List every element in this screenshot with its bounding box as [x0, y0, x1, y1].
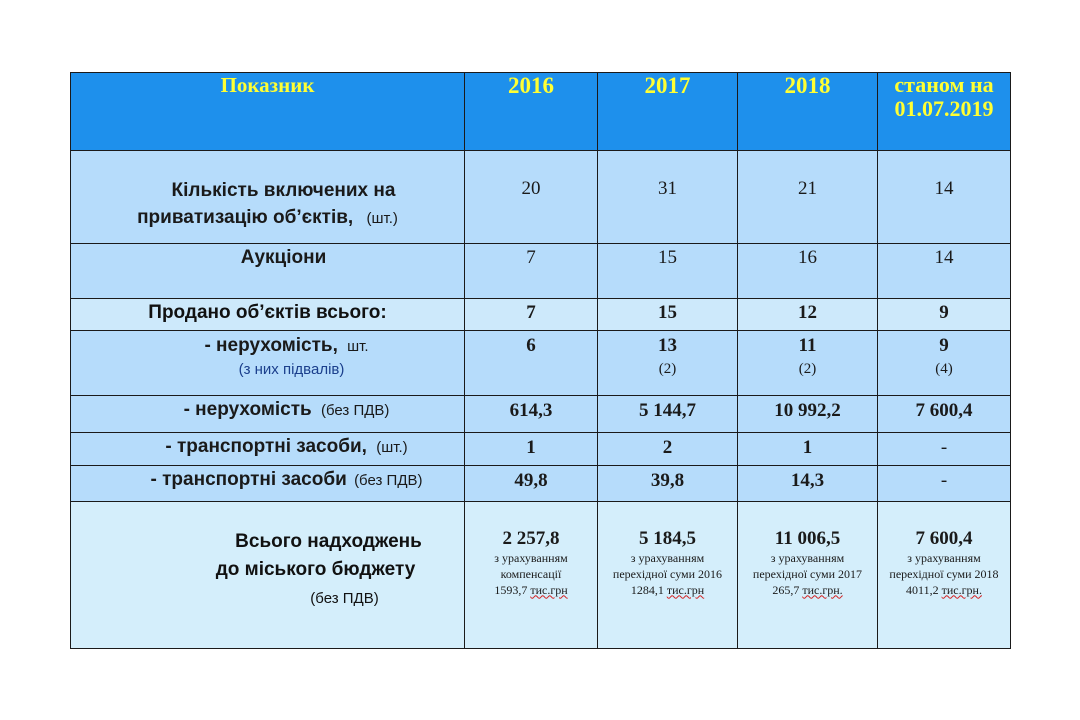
cell-note-line: перехідної суми 2017 [752, 566, 863, 581]
table-row-transport-sum [71, 465, 1011, 501]
cell-value: 20 [465, 151, 598, 244]
cell-value: 14 [878, 244, 1011, 299]
row-label-included [71, 151, 465, 244]
table-row-realty-sum [71, 395, 1011, 432]
header-as-of-value: 01.07.2019 [894, 96, 994, 121]
cell-note-line [465, 582, 597, 598]
table-row-sold-total [71, 299, 1011, 331]
cell-note-line: з урахуванням [494, 550, 568, 565]
cell-main-value: 5 184,5 [639, 527, 696, 549]
cell-value [465, 331, 598, 395]
cell-value: 9 [878, 299, 1011, 331]
cell-value: - [878, 432, 1011, 465]
transport-sum-unit: (без ПДВ) [354, 471, 423, 489]
cell-note-line: перехідної суми 2016 [612, 566, 723, 581]
transport-count-label: - транспортні засоби, [165, 435, 367, 457]
header-row [71, 73, 1011, 151]
table-row-realty-count [71, 331, 1011, 395]
cell-value: 49,8 [465, 465, 598, 501]
row-label-total [71, 501, 465, 648]
cell-main-value: 11 [798, 335, 817, 357]
transport-sum-label: - транспортні засоби [150, 468, 347, 490]
cell-sub-value: (4) [935, 361, 953, 378]
cell-main-value: 9 [939, 335, 949, 357]
note-amount: 4011,2 [906, 582, 939, 597]
cell-total-2016 [465, 501, 598, 648]
cell-value: 15 [598, 299, 738, 331]
row-label-transport-sum [71, 465, 465, 501]
note-amount: 265,7 [772, 582, 800, 597]
note-amount: 1593,7 [494, 582, 528, 597]
realty-count-sub: (з них підвалів) [238, 361, 345, 379]
table-row-included [71, 151, 1011, 244]
total-label-line1: Всього надходжень [235, 530, 422, 552]
cell-value: 614,3 [465, 395, 598, 432]
note-unit: тис.грн [530, 582, 568, 597]
header-indicator: Показник [71, 73, 465, 151]
header-year-2018: 2018 [738, 73, 878, 151]
included-label-line2: приватизацію об’єктів, [137, 207, 354, 229]
privatization-table [70, 72, 1011, 649]
cell-value: 5 144,7 [598, 395, 738, 432]
note-unit: тис.грн [666, 582, 705, 597]
row-label-realty-count [71, 331, 465, 395]
row-label-auctions: Аукціони [71, 244, 465, 299]
realty-count-label: - нерухомість, [204, 335, 338, 357]
cell-value [738, 331, 878, 395]
row-label-sold-total: Продано об’єктів всього: [71, 299, 465, 331]
cell-value: 7 600,4 [878, 395, 1011, 432]
total-label-line2: до міського бюджету [215, 558, 416, 580]
cell-note-line [878, 582, 1010, 598]
cell-value: - [878, 465, 1011, 501]
cell-sub-value: (2) [658, 361, 677, 378]
header-year-2017: 2017 [598, 73, 738, 151]
table-row-total [71, 501, 1011, 648]
cell-value: 31 [598, 151, 738, 244]
header-as-of-date [878, 73, 1011, 151]
cell-main-value: 2 257,8 [502, 527, 560, 549]
cell-total-2017 [598, 501, 738, 648]
cell-value: 7 [465, 244, 598, 299]
cell-main-value: 13 [658, 335, 677, 357]
cell-value: 10 992,2 [738, 395, 878, 432]
cell-value: 14,3 [738, 465, 878, 501]
cell-value: 1 [465, 432, 598, 465]
cell-note-line [738, 582, 877, 598]
cell-main-value: 11 006,5 [774, 527, 841, 549]
realty-sum-label: - нерухомість [183, 398, 312, 420]
included-unit: (шт.) [366, 210, 398, 228]
cell-value: 2 [598, 432, 738, 465]
cell-value [598, 331, 738, 395]
cell-note-line: з урахуванням [770, 550, 845, 565]
cell-note-line: з урахуванням [907, 550, 981, 565]
transport-count-unit: (шт.) [376, 438, 408, 456]
cell-value: 21 [738, 151, 878, 244]
note-amount: 1284,1 [630, 582, 664, 597]
cell-value: 12 [738, 299, 878, 331]
cell-main-value: 6 [526, 335, 536, 357]
cell-total-2018 [738, 501, 878, 648]
realty-sum-unit: (без ПДВ) [321, 401, 390, 419]
cell-value: 39,8 [598, 465, 738, 501]
cell-value [878, 331, 1011, 395]
table-row-auctions [71, 244, 1011, 299]
note-unit: тис.грн. [941, 582, 982, 597]
row-label-realty-sum [71, 395, 465, 432]
cell-note-line [598, 582, 737, 598]
total-unit: (без ПДВ) [310, 589, 379, 607]
cell-value: 1 [738, 432, 878, 465]
cell-sub-value: (2) [798, 361, 817, 378]
header-as-of-label: станом на [894, 72, 994, 97]
cell-value: 15 [598, 244, 738, 299]
header-year-2016: 2016 [465, 73, 598, 151]
cell-main-value: 7 600,4 [915, 527, 973, 549]
cell-value: 16 [738, 244, 878, 299]
cell-note-line: перехідної суми 2018 [889, 566, 999, 581]
cell-note-line: компенсації [500, 566, 562, 581]
cell-note-line: з урахуванням [630, 550, 705, 565]
note-unit: тис.грн. [802, 582, 843, 597]
cell-value: 7 [465, 299, 598, 331]
realty-count-unit: шт. [347, 338, 369, 356]
cell-total-2019 [878, 501, 1011, 648]
row-label-transport-count [71, 432, 465, 465]
cell-value: 14 [878, 151, 1011, 244]
table-row-transport-count [71, 432, 1011, 465]
included-label-line1: Кількість включених на [171, 180, 396, 202]
